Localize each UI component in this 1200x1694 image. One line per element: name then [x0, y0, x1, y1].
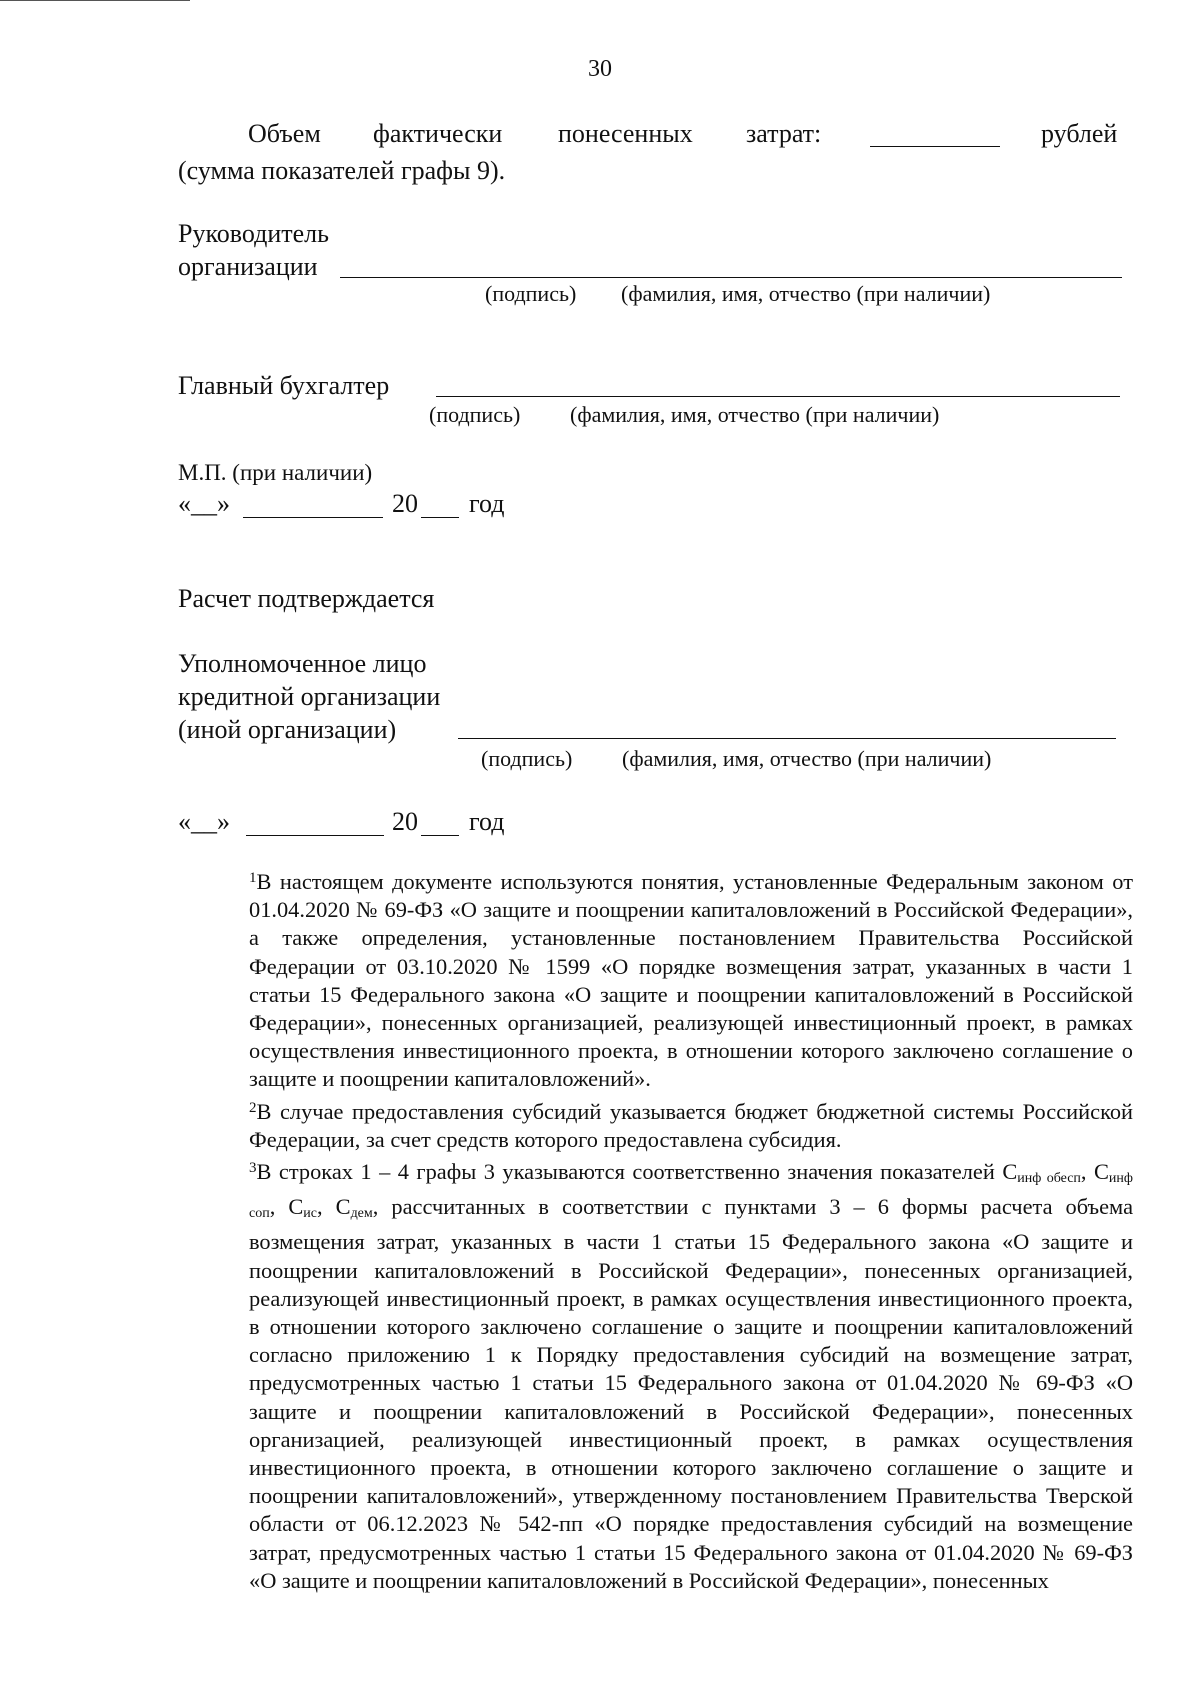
authorized-label-2: кредитной организации — [178, 682, 441, 711]
authorized-signature-line — [458, 738, 1116, 739]
stamp-date-day: «__» — [178, 489, 230, 518]
authorized-date-year: 20 — [392, 807, 418, 836]
footnote-2 — [180, 1094, 1133, 1154]
footnote-1-mark: 1 — [249, 870, 257, 886]
accountant-signature-line — [436, 396, 1120, 397]
footnote-1-text: В настоящем документе используются понятия, установленные Федеральным законом от 01.04.2020 № 69-ФЗ «О защите и поощрении капиталовложений в Российской Федерации», а также определения, установленные постановлением Правительства Российской Федерации от 03.10.2020 № 1599 «О порядке возмещения затрат, указанных в части 1 статьи 15 Федерального закона «О защите и поощрении капиталовложений в Российской Федерации», понесенных организацией, реализующей инвестиционный проект, в рамках осуществления инвестиционного проекта, в отношении которого заключено соглашение о защите и поощрении капиталовложений». — [249, 869, 1133, 1092]
confirm-label: Расчет подтверждается — [178, 584, 435, 613]
page-number: 30 — [588, 56, 612, 82]
authorized-label-3: (иной организации) — [178, 715, 397, 744]
volume-word-3: понесенных — [558, 119, 693, 148]
authorized-date-day: «__» — [178, 807, 230, 836]
stamp-date-month-blank — [243, 517, 383, 518]
authorized-date-month-blank — [246, 835, 384, 836]
stamp-label: М.П. (при наличии) — [178, 460, 373, 485]
volume-word-5: рублей — [1041, 119, 1118, 148]
indicator-c-inf-obesp: $С_{инф обесп}$ — [1002, 1159, 1081, 1187]
head-caption-signature: (подпись) — [485, 281, 577, 306]
stamp-date-year: 20 — [392, 489, 418, 518]
head-signature-line — [340, 277, 1122, 278]
head-label-1: Руководитель — [178, 219, 329, 248]
indicator-c-is: $С_{ис}$ — [288, 1194, 317, 1222]
volume-amount-blank — [870, 146, 1000, 147]
volume-word-1: Объем — [248, 119, 321, 148]
authorized-date-year-blank — [421, 835, 459, 836]
scan-edge-line — [0, 0, 190, 1]
authorized-caption-signature: (подпись) — [481, 746, 573, 771]
head-label-2: организации — [178, 252, 318, 281]
accountant-caption-signature: (подпись) — [429, 402, 521, 427]
authorized-date-suffix: год — [469, 807, 505, 836]
head-caption-name: (фамилия, имя, отчество (при наличии) — [621, 281, 991, 306]
indicator-c-dem: $С_{дем}$ — [335, 1194, 373, 1222]
indicator-c-inf-sop: $С_{инф соп}$ — [249, 1159, 1133, 1222]
footnote-2-mark: 2 — [249, 1099, 257, 1116]
accountant-caption-name: (фамилия, имя, отчество (при наличии) — [570, 402, 940, 427]
volume-note: (сумма показателей графы 9). — [178, 156, 506, 185]
volume-word-4: затрат: — [746, 119, 822, 148]
accountant-label: Главный бухгалтер — [178, 371, 390, 400]
authorized-caption-name: (фамилия, имя, отчество (при наличии) — [622, 746, 992, 771]
footnote-3-mark: 3 — [249, 1160, 257, 1177]
volume-word-2: фактически — [373, 119, 503, 148]
stamp-date-year-blank — [421, 517, 459, 518]
footnote-1 — [180, 864, 1133, 1094]
footnotes — [180, 864, 1133, 1595]
authorized-label-1: Уполномоченное лицо — [178, 649, 427, 678]
footnote-3: $^3$В строках 1 – 4 графы 3 указываются соответственно значения показателей $С_{инф обесп}$, $С_{инф соп}$, $С_{ис}$, $С_{дем}$, рассчитанных в соответствии с пунктами 3 – 6 формы расчета объема возмещения затрат, указанных в части 1 статьи 15 Федерального закона «О защите и поощрении капиталовложений в Российской Федерации», понесенных организацией, реализующей инвестиционный проект, в рамках осуществления инвестиционного проекта, в отношении которого заключено соглашение о защите и поощрении капиталовложений согласно приложению 1 к Порядку предоставления субсидий на возмещение затрат, предусмотренных частью 1 статьи 15 Федерального закона от 01.04.2020 № 69-ФЗ «О защите и поощрении капиталовложений в Российской Федерации», понесенных организацией, реализующей инвестиционный проект, в рамках осуществления инвестиционного проекта, в отношении которого заключено соглашение о защите и поощрении капиталовложений», утвержденному постановлением Правительства Тверской области от 06.12.2023 № 542-пп «О порядке предоставления субсидий на возмещение затрат, предусмотренных частью 1 статьи 15 Федерального закона от 01.04.2020 № 69-ФЗ «О защите и поощрении капиталовложений в Российской Федерации», понесенных — [249, 1159, 1134, 1593]
footnote-3-text: рассчитанных в соответствии с пунктами 3 – 6 формы расчета объема возмещения затрат, указанных в части 1 статьи 15 Федерального закона «О защите и поощрении капиталовложений в Российской Федерации», понесенных организацией, реализующей инвестиционный проект, в рамках осуществления инвестиционного проекта, в отношении которого заключено соглашение о защите и поощрении капиталовложений согласно приложению 1 к Порядку предоставления субсидий на возмещение затрат, предусмотренных частью 1 статьи 15 Федерального закона от 01.04.2020 № 69-ФЗ «О защите и поощрении капиталовложений в Российской Федерации», понесенных организацией, реализующей инвестиционный проект, в рамках осуществления инвестиционного проекта, в отношении которого заключено соглашение о защите и поощрении капиталовложений», утвержденному постановлением Правительства Тверской области от 06.12.2023 № 542-пп «О порядке предоставления субсидий на возмещение затрат, предусмотренных частью 1 статьи 15 Федерального закона от 01.04.2020 № 69-ФЗ «О защите и поощрении капиталовложений в Российской Федерации», понесенных — [249, 1194, 1134, 1593]
stamp-date-suffix: год — [469, 489, 505, 518]
footnote-3-intro: В строках 1 – 4 графы 3 указываются соответственно значения показателей — [256, 1159, 995, 1185]
footnote-2-text: В случае предоставления субсидий указывается бюджет бюджетной системы Российской Федерации, за счет средств которого предоставлена субсидия. — [249, 1098, 1133, 1152]
